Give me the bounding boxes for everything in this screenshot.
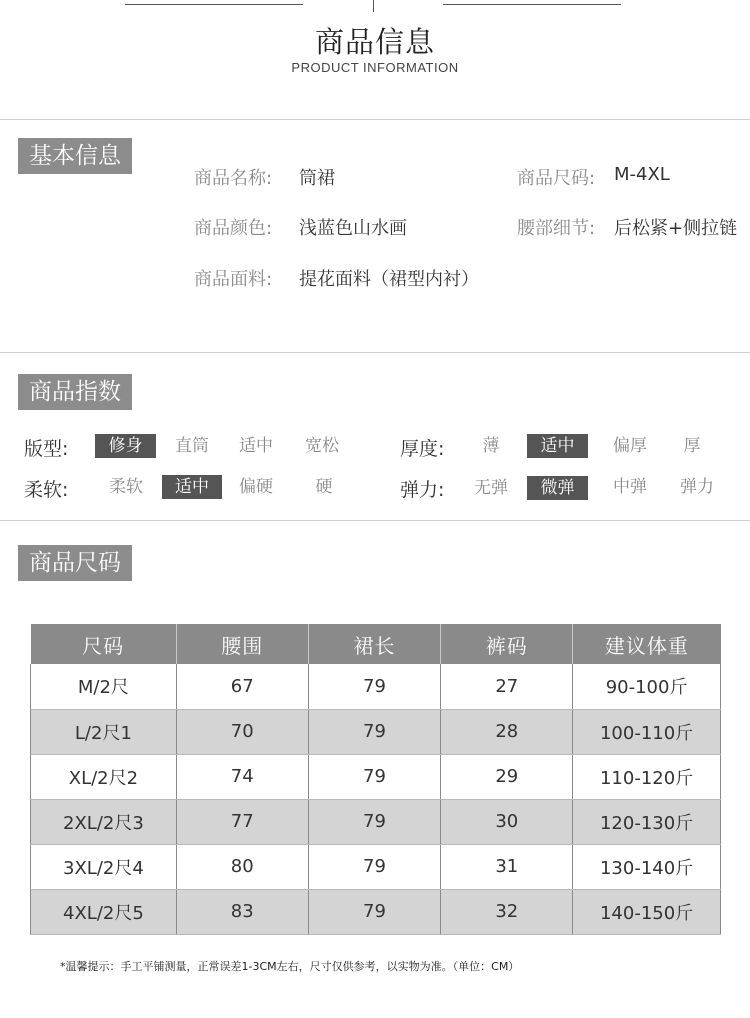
table-row [31, 754, 721, 799]
field-name-label: 商品名称: [194, 168, 273, 189]
col-header-size: 尺码 [31, 624, 177, 664]
section-divider [0, 352, 750, 353]
page-title: 商品信息 [314, 25, 435, 59]
table-cell: 79 [308, 844, 441, 889]
table-row [31, 844, 721, 889]
table-cell: 30 [441, 799, 573, 844]
table-cell: 4XL/2尺5 [31, 889, 177, 934]
table-header-row [31, 624, 721, 664]
table-cell: 79 [308, 709, 441, 754]
field-size-value: M-4XL [614, 164, 670, 185]
index-label-elasticity: 弹力: [400, 479, 445, 501]
field-fabric-value: 提花面料（裙型内衬） [299, 269, 479, 290]
basic-info-tag: 基本信息 [18, 138, 132, 174]
table-cell: M/2尺 [31, 664, 177, 709]
table-row [31, 709, 721, 754]
index-option-fit-loose: 宽松 [305, 436, 339, 456]
table-cell: 110-120斤 [573, 754, 721, 799]
index-option-thickness-thick: 厚 [683, 436, 701, 456]
index-label-softness: 柔软: [24, 479, 69, 501]
index-option-elastic-strong: 弹力 [680, 477, 714, 497]
table-row [31, 889, 721, 934]
size-tag: 商品尺码 [18, 545, 132, 581]
field-name-value: 筒裙 [299, 168, 335, 189]
index-option-soft-soft: 柔软 [109, 477, 143, 497]
index-option-thickness-medium: 适中 [527, 434, 588, 458]
index-option-soft-medium: 适中 [162, 475, 222, 499]
col-header-waist: 腰围 [176, 624, 308, 664]
page-subtitle: PRODUCT INFORMATION [291, 60, 459, 75]
table-cell: 79 [308, 799, 441, 844]
section-divider [0, 520, 750, 521]
index-option-thickness-thickish: 偏厚 [613, 436, 647, 456]
table-cell: 67 [176, 664, 308, 709]
table-cell: 2XL/2尺3 [31, 799, 177, 844]
table-cell: 27 [441, 664, 573, 709]
index-option-elastic-slight: 微弹 [527, 476, 588, 500]
col-header-length: 裙长 [308, 624, 441, 664]
index-option-soft-firm: 硬 [315, 477, 333, 497]
table-cell: 3XL/2尺4 [31, 844, 177, 889]
table-cell: 70 [176, 709, 308, 754]
field-size-label: 商品尺码: [517, 168, 596, 189]
table-cell: 79 [308, 889, 441, 934]
index-option-thickness-thin: 薄 [482, 436, 500, 456]
table-cell: 28 [441, 709, 573, 754]
section-divider [0, 119, 750, 120]
table-cell: 32 [441, 889, 573, 934]
col-header-pants-size: 裤码 [441, 624, 573, 664]
index-option-fit-medium: 适中 [239, 436, 273, 456]
header-line-right [443, 4, 621, 5]
table-cell: 31 [441, 844, 573, 889]
field-color-label: 商品颜色: [194, 218, 273, 239]
table-row [31, 799, 721, 844]
table-cell: 29 [441, 754, 573, 799]
table-cell: 77 [176, 799, 308, 844]
size-note: *温馨提示：手工平铺测量，正常误差1-3CM左右，尺寸仅供参考，以实物为准。（单位：CM） [60, 960, 520, 973]
index-option-soft-firmish: 偏硬 [239, 477, 273, 497]
header-tick [373, 0, 374, 12]
index-option-fit-slim: 修身 [95, 434, 156, 458]
size-table [30, 624, 721, 935]
field-waist-value: 后松紧+侧拉链 [614, 218, 738, 239]
field-waist-label: 腰部细节: [517, 218, 596, 239]
field-fabric-label: 商品面料: [194, 269, 273, 290]
table-cell: 120-130斤 [573, 799, 721, 844]
index-option-fit-straight: 直筒 [175, 436, 209, 456]
table-cell: 130-140斤 [573, 844, 721, 889]
index-label-fit: 版型: [24, 438, 69, 460]
table-cell: 79 [308, 664, 441, 709]
product-index-tag: 商品指数 [18, 374, 132, 410]
index-option-elastic-medium: 中弹 [613, 477, 647, 497]
table-cell: 90-100斤 [573, 664, 721, 709]
table-cell: XL/2尺2 [31, 754, 177, 799]
table-cell: 80 [176, 844, 308, 889]
index-option-elastic-none: 无弹 [474, 478, 508, 498]
table-row [31, 664, 721, 709]
table-cell: L/2尺1 [31, 709, 177, 754]
table-cell: 100-110斤 [573, 709, 721, 754]
table-cell: 140-150斤 [573, 889, 721, 934]
header-line-left [125, 4, 303, 5]
index-label-thickness: 厚度: [400, 438, 445, 460]
table-cell: 79 [308, 754, 441, 799]
col-header-weight: 建议体重 [573, 624, 721, 664]
table-cell: 83 [176, 889, 308, 934]
field-color-value: 浅蓝色山水画 [299, 218, 407, 239]
table-cell: 74 [176, 754, 308, 799]
